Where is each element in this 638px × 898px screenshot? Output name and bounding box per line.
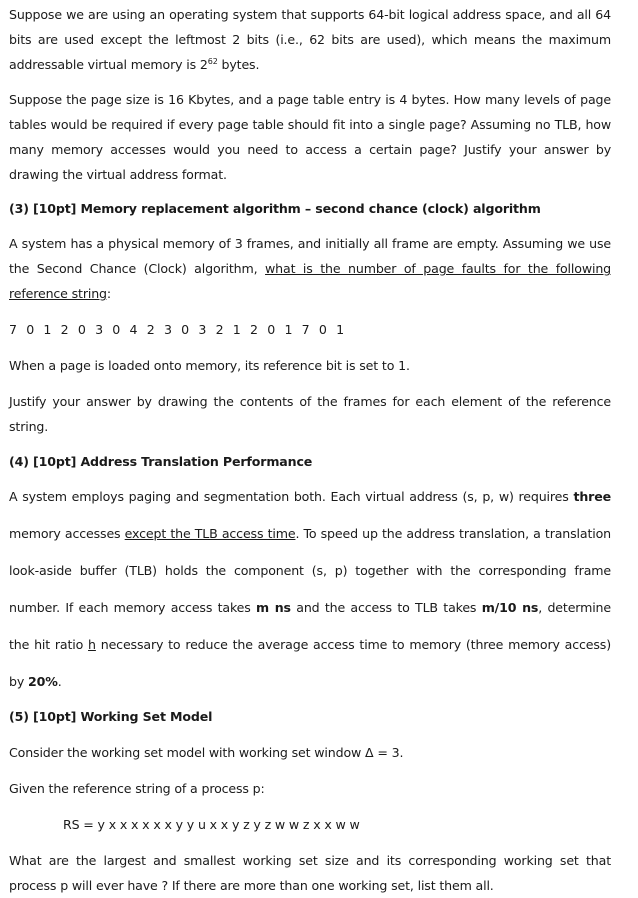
q5-paragraph-1: Consider the working set model with working set window Δ = 3. <box>9 745 404 760</box>
q4-paragraph <box>9 478 611 700</box>
q2-paragraph-2: Suppose the page size is 16 Kbytes, and a page table entry is 4 bytes. How many levels of page tables would be required if every page table should fit into a single page? Assuming no TLB, how many memory accesses would you need to access a certain page? Justify your answer by drawing the virtual address format. <box>9 92 611 182</box>
q5-reference-string: RS = y x x x x x x y y u x x y z y z w w z x x w w <box>63 817 360 832</box>
q4-bold-mns: m ns <box>256 600 291 615</box>
q4-underlined-tlb: except the TLB access time <box>124 526 296 541</box>
q4-text-2: memory accesses <box>9 526 125 541</box>
q3-para1-end: : <box>106 286 111 301</box>
reference-string: 7 0 1 2 0 3 0 4 2 3 0 3 2 1 2 0 1 7 0 1 <box>9 322 347 337</box>
q5-heading: (5) [10pt] Working Set Model <box>9 709 213 724</box>
q2-para1-end: bytes. <box>217 57 260 72</box>
q5-paragraph-3: What are the largest and smallest working set size and its corresponding working set that process p will ever have ? If there are more than one working set, list them all. <box>9 853 611 893</box>
q4-text-6: and the access to TLB takes <box>290 600 482 615</box>
q4-heading: (4) [10pt] Address Translation Performance <box>9 454 313 469</box>
q3-paragraph-3: Justify your answer by drawing the contents of the frames for each element of the reference string. <box>9 394 611 434</box>
q3-para1-text: A system has a physical memory of 3 frames, and initially all frame are empty. Assuming we use the Second Chance (Clock) algorithm, <box>9 236 611 276</box>
q3-heading: (3) [10pt] Memory replacement algorithm – second chance (clock) algorithm <box>9 201 541 216</box>
q4-bold-m10ns: m/10 ns <box>481 600 539 615</box>
document-page <box>9 0 611 898</box>
q4-text-7: , determine the hit ratio <box>9 600 611 652</box>
q4-text-3: . To speed up the address translation, a translation <box>295 526 611 541</box>
q4-underlined-h: h <box>88 637 96 652</box>
q4-text-8: necessary to reduce the average access time to memory (three memory access) by <box>9 637 611 689</box>
q4-text-4: look-aside buffer (TLB) holds the component (s, p) together with the corresponding frame number. <box>9 563 611 615</box>
q4-bold-three: three <box>573 489 611 504</box>
q4-text-1: A system employs paging and segmentation both. Each virtual address (s, p, w) requires <box>9 489 574 504</box>
q4-bold-20pct: 20% <box>28 674 58 689</box>
q4-text-5: If each memory access takes <box>65 600 257 615</box>
q3-paragraph-2: When a page is loaded onto memory, its reference bit is set to 1. <box>9 358 410 373</box>
q3-paragraph-1 <box>9 231 611 306</box>
q5-paragraph-2: Given the reference string of a process p: <box>9 781 265 796</box>
exponent: 62 <box>207 57 218 66</box>
q3-question-underlined: what is the number of page faults for the following reference string <box>9 261 611 301</box>
q2-paragraph-1 <box>9 2 611 77</box>
q2-para1-text: Suppose we are using an operating system that supports 64-bit logical address space, and all 64 bits are used except the leftmost 2 bits (i.e., 62 bits are used), which means the maximum addressable virtual memory is 2 <box>9 7 611 72</box>
q4-text-end: . <box>57 674 62 689</box>
